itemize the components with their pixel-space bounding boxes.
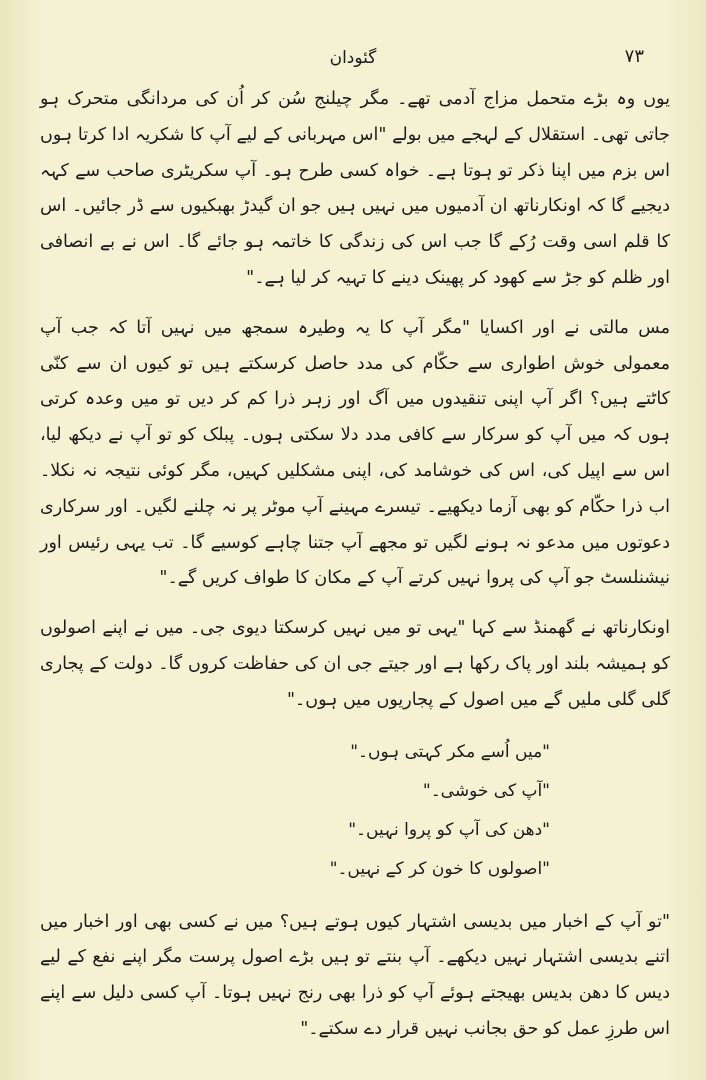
running-title: گئودان [329,48,377,68]
paragraph: "تو آپ کے اخبار میں بدیسی اشتہار کیوں ہوتے ہیں؟ میں نے کسی بھی اور اخبار میں اتنے بدیسی اشتہار نہیں دیکھے۔ آپ بنتے تو ہیں بڑے اصول پرست مگر اپنے نفع کے لیے دیس کا دھن بدیس بھیجتے ہوئے آپ کو ذرا بھی رنج نہیں ہوتا۔ آپ کسی دلیل سے اپنے اس طرزِ عمل کو حق بجانب نہیں قرار دے سکتے۔" [40,911,670,1039]
paragraph: اونکارناتھ نے گھمنڈ سے کہا "یہی تو میں نہیں کرسکتا دیوی جی۔ میں نے اپنے اصولوں کو ہمیشہ بلند اور پاک رکھا ہے اور جیتے جی ان کی حفاظت کروں گا۔ دولت کے پجاری گلی گلی ملیں گے میں اصول کے پجاریوں میں ہوں۔" [40,618,670,710]
dialogue-line: "میں اُسے مکر کہتی ہوں۔" [350,741,550,762]
dialogue-block [40,733,670,889]
paragraph: مس مالتی نے اور اکسایا "مگر آپ کا یہ وطیرہ سمجھ میں نہیں آتا کہ جب آپ معمولی خوش اطواری سے حکّام کی مدد حاصل کرسکتے ہیں تو کیوں ان سے کنّی کاٹتے ہیں؟ اگر آپ اپنی تنقیدوں میں آگ اور زہر ذرا کم کر دیں تو میں وعدہ کرتی ہوں کہ میں آپ کو سرکار سے کافی مدد دلا سکتی ہوں۔ پبلک کو تو آپ نے دیکھ لیا، اس سے اپیل کی، اس کی خوشامد کی، اپنی مشکلیں کہیں، مگر کوئی نتیجہ نہ نکلا۔ اب ذرا حکّام کو بھی آزما دیکھیے۔ تیسرے مہینے آپ موٹر پر نہ چلنے لگیں۔ اور سرکاری دعوتوں میں مدعو نہ ہونے لگیں تو مجھے آپ جتنا چاہے کوسیے گا۔ تب یہی رئیس اور نیشنلسٹ جو آپ کی پروا نہیں کرتے آپ کے مکان کا طواف کریں گے۔" [40,317,670,589]
dialogue-line: "دھن کی آپ کو پروا نہیں۔" [348,819,550,840]
page-number: ۷۳ [624,46,644,67]
page-header [0,44,706,76]
dialogue-line: "اصولوں کا خون کر کے نہیں۔" [329,858,550,879]
paragraph: یوں وہ بڑے متحمل مزاج آدمی تھے۔ مگر چیلنج سُن کر اُن کی مردانگی متحرک ہو جاتی تھی۔ استقلال کے لہجے میں بولے "اس مہربانی کے لیے آپ کا شکریہ ادا کرتا ہوں اس بزم میں اپنا ذکر تو ہوتا ہے۔ خواہ کسی طرح ہو۔ آپ سکریٹری صاحب سے کہہ دیجیے گا کہ اونکارناتھ ان آدمیوں میں نہیں ہیں جو ان گیدڑ بھبکیوں سے ڈر جائیں۔ اس کا قلم اسی وقت رُکے گا جب اس کی زندگی کا خاتمہ ہو جائے گا۔ اس نے بے انصافی اور ظلم کو جڑ سے کھود کر پھینک دینے کا تہیہ کر لیا ہے۔" [40,89,670,288]
dialogue-line: "آپ کی خوشی۔" [422,780,550,801]
body-text [40,82,670,1062]
